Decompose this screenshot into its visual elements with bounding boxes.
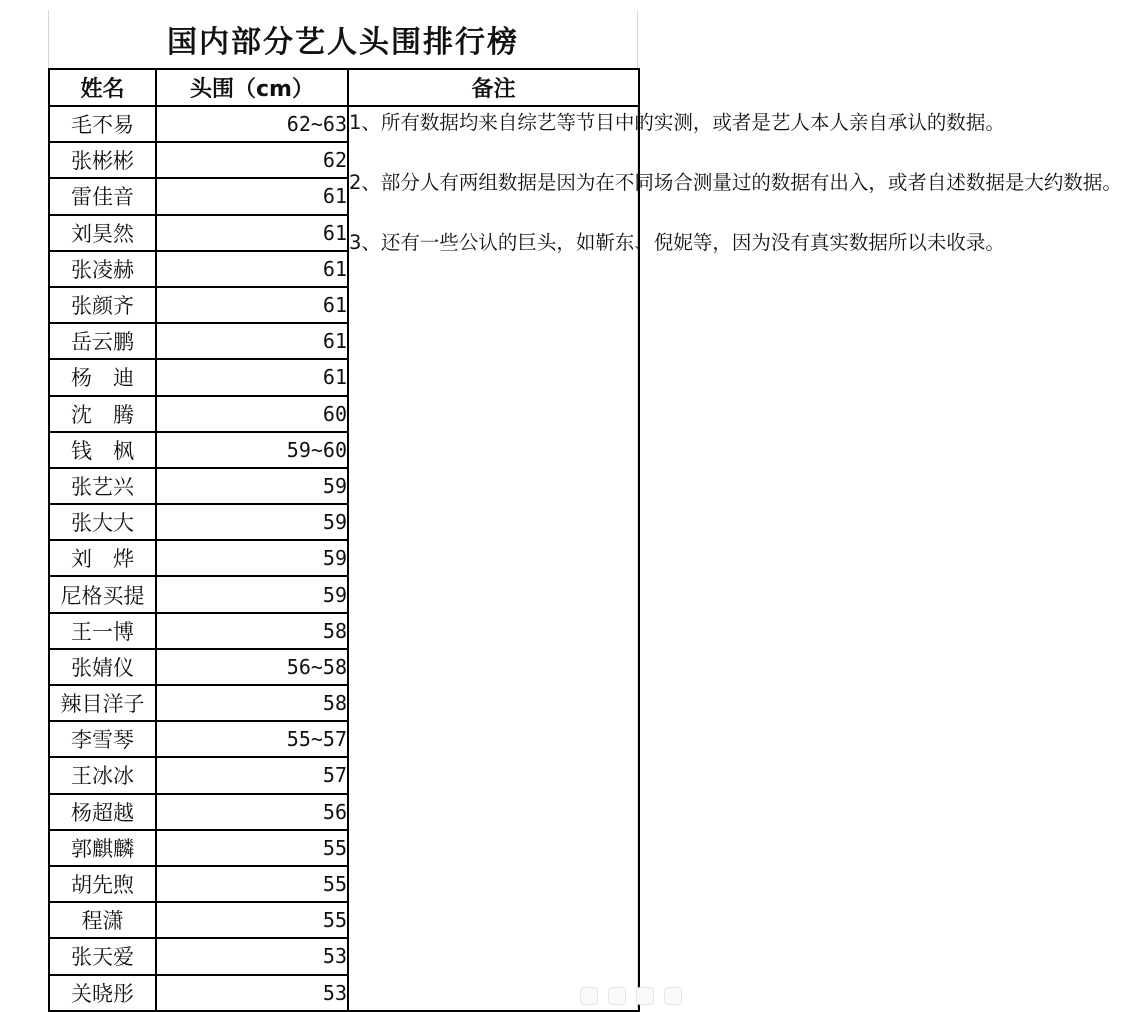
- artist-name-cell: 张颜齐: [49, 287, 156, 323]
- head-size-cell: 60: [156, 396, 348, 432]
- artist-name-cell: 钱 枫: [49, 432, 156, 468]
- head-size-cell: 58: [156, 613, 348, 649]
- page-title: 国内部分艺人头围排行榜: [167, 25, 519, 60]
- head-size-cell: 55: [156, 830, 348, 866]
- artist-name-cell: 李雪琴: [49, 721, 156, 757]
- head-size-cell: 55: [156, 866, 348, 902]
- head-size-cell: 62: [156, 142, 348, 178]
- artist-name-cell: 杨 迪: [49, 359, 156, 395]
- column-header-head-size: 头围（cm）: [156, 69, 348, 106]
- artist-name-cell: 程潇: [49, 902, 156, 938]
- artist-name-cell: 胡先煦: [49, 866, 156, 902]
- head-size-cell: 53: [156, 938, 348, 974]
- head-size-cell: 56~58: [156, 649, 348, 685]
- artist-name-cell: 尼格买提: [49, 576, 156, 612]
- artist-name-cell: 刘昊然: [49, 215, 156, 251]
- bottom-toolbar: [562, 983, 682, 1009]
- artist-name-cell: 张彬彬: [49, 142, 156, 178]
- head-size-cell: 61: [156, 215, 348, 251]
- artist-name-cell: 张大大: [49, 504, 156, 540]
- head-size-cell: 59: [156, 576, 348, 612]
- head-size-cell: 61: [156, 178, 348, 214]
- head-size-cell: 59: [156, 468, 348, 504]
- head-size-cell: 57: [156, 757, 348, 793]
- artist-name-cell: 张凌赫: [49, 251, 156, 287]
- table-row: [49, 106, 639, 142]
- note-paragraph: 3、还有一些公认的巨头，如靳东、倪妮等，因为没有真实数据所以未收录。: [349, 231, 1005, 254]
- column-header-notes: 备注: [348, 69, 639, 106]
- column-header-name: 姓名: [49, 69, 156, 106]
- head-size-cell: 58: [156, 685, 348, 721]
- artist-name-cell: 王一博: [49, 613, 156, 649]
- ranking-table: [48, 68, 1122, 1012]
- artist-name-cell: 毛不易: [49, 106, 156, 142]
- toolbar-square-icon: [580, 987, 598, 1005]
- head-size-cell: 59: [156, 540, 348, 576]
- head-size-cell: 62~63: [156, 106, 348, 142]
- artist-name-cell: 王冰冰: [49, 757, 156, 793]
- artist-name-cell: 张艺兴: [49, 468, 156, 504]
- artist-name-cell: 沈 腾: [49, 396, 156, 432]
- table-body: [49, 106, 1122, 1011]
- artist-name-cell: 岳云鹏: [49, 323, 156, 359]
- artist-name-cell: 张婧仪: [49, 649, 156, 685]
- toolbar-square-icon: [636, 987, 654, 1005]
- artist-name-cell: 关晓彤: [49, 975, 156, 1011]
- artist-name-cell: 辣目洋子: [49, 685, 156, 721]
- head-size-cell: 59~60: [156, 432, 348, 468]
- artist-name-cell: 雷佳音: [49, 178, 156, 214]
- artist-name-cell: 杨超越: [49, 794, 156, 830]
- note-paragraph: 2、部分人有两组数据是因为在不同场合测量过的数据有出入，或者自述数据是大约数据。: [349, 171, 1122, 194]
- note-paragraph: 1、所有数据均来自综艺等节目中的实测，或者是艺人本人亲自承认的数据。: [349, 111, 1005, 134]
- head-size-cell: 61: [156, 251, 348, 287]
- head-size-cell: 61: [156, 359, 348, 395]
- toolbar-square-icon: [664, 987, 682, 1005]
- head-size-cell: 53: [156, 975, 348, 1011]
- artist-name-cell: 刘 烨: [49, 540, 156, 576]
- artist-name-cell: 郭麒麟: [49, 830, 156, 866]
- head-size-cell: 59: [156, 504, 348, 540]
- head-size-cell: 55~57: [156, 721, 348, 757]
- head-size-cell: 55: [156, 902, 348, 938]
- head-size-cell: 61: [156, 287, 348, 323]
- head-size-cell: 61: [156, 323, 348, 359]
- table-header-row: [49, 69, 639, 106]
- head-size-cell: 56: [156, 794, 348, 830]
- artist-name-cell: 张天爱: [49, 938, 156, 974]
- toolbar-square-icon: [608, 987, 626, 1005]
- notes-cell: [348, 106, 1122, 1011]
